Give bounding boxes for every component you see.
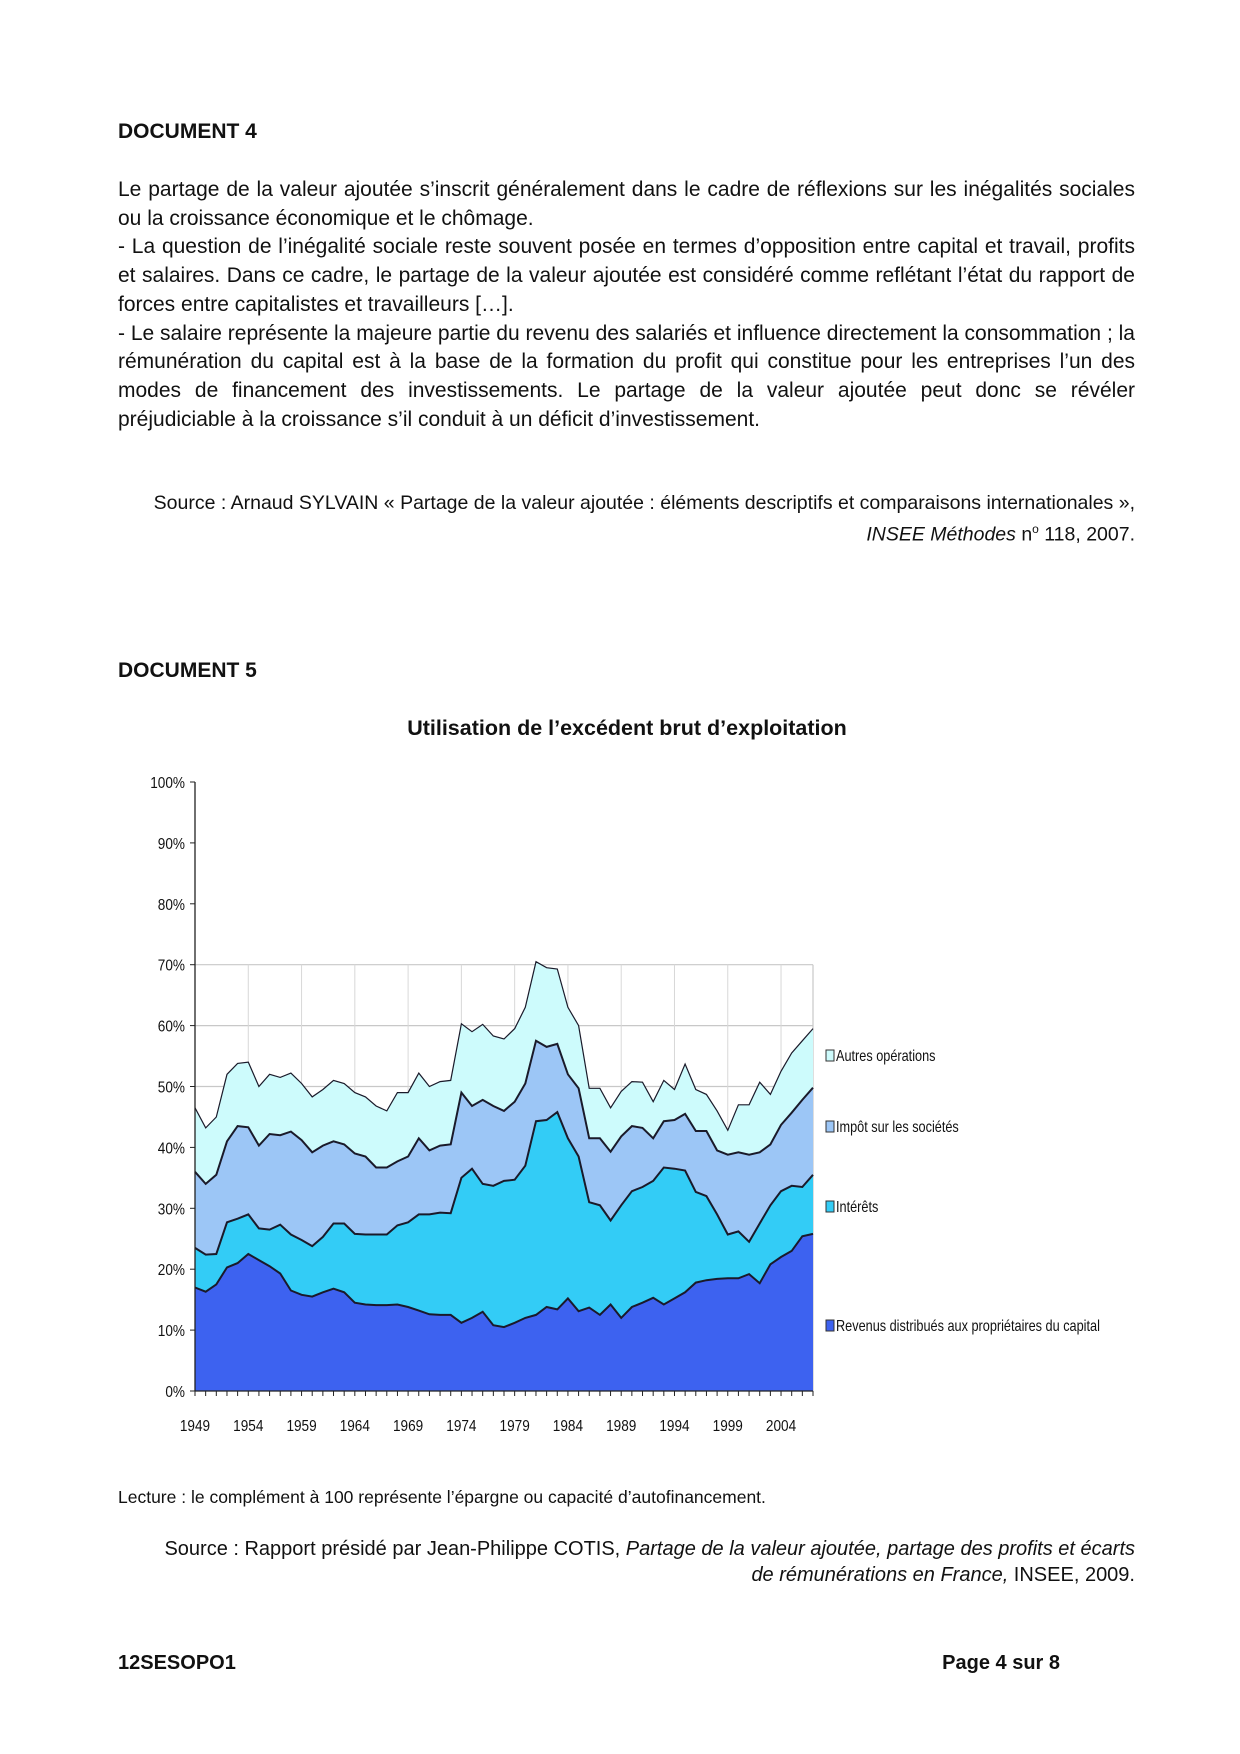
x-tick-label: 2004 (765, 1418, 797, 1436)
legend-swatch (826, 1121, 834, 1132)
paragraph: - La question de l’inégalité sociale reste souvent posée en termes d’opposition entre capital et travail, profits et salaires. Dans ce cadre, le partage de la valeur ajoutée est considéré comme reflétant l’état du rapport de forces entre capitalistes et travailleurs […]. (118, 235, 1135, 316)
source-text: Source : Rapport présidé par Jean-Philippe COTIS, (164, 1538, 626, 1560)
x-tick-label: 1969 (392, 1418, 424, 1436)
chart-title: Utilisation de l’excédent brut d’exploitation (407, 716, 847, 740)
legend-swatch (826, 1201, 834, 1212)
x-tick-label: 1999 (712, 1418, 743, 1436)
legend-label: Impôt sur les sociétés (836, 1118, 959, 1137)
y-tick-label: 80% (157, 896, 186, 915)
y-tick-label: 40% (157, 1140, 186, 1158)
x-tick-label: 1959 (286, 1418, 317, 1436)
x-tick-label: 1964 (339, 1418, 370, 1436)
y-tick-label: 90% (157, 835, 186, 854)
source-superscript: o (1032, 522, 1039, 536)
source-text: Source : Arnaud SYLVAIN « Partage de la valeur ajoutée : éléments descriptifs et comparaisons internationales », (153, 492, 1135, 514)
document-5-source (150, 1536, 1135, 1588)
paragraph: - Le salaire représente la majeure partie du revenu des salariés et influence directement la consommation ; la rémunération du capital est à la base de la formation du profit qui constitue pour les entreprises l’un des modes de financement des investissements. Le partage de la valeur ajoutée peut donc se révéler préjudiciable à la croissance s’il conduit à un déficit d’investissement. (118, 321, 1135, 431)
legend-swatch (826, 1050, 834, 1061)
y-tick-label: 20% (157, 1262, 186, 1280)
y-tick-label: 0% (165, 1384, 186, 1402)
y-tick-label: 70% (157, 957, 186, 976)
legend-swatch (826, 1320, 834, 1331)
y-tick-label: 30% (157, 1201, 186, 1219)
source-text: n (1015, 523, 1033, 546)
source-text: INSEE, 2009. (1008, 1564, 1135, 1586)
document-5-heading: DOCUMENT 5 (118, 659, 257, 682)
legend-label: Autres opérations (836, 1047, 936, 1066)
legend-label: Revenus distribués aux propriétaires du capital (836, 1317, 1100, 1336)
source-publication: Partage de la valeur ajoutée, partage des profits et écarts de rémunérations en France, (625, 1538, 1135, 1586)
y-tick-label: 100% (150, 775, 186, 793)
x-tick-label: 1989 (606, 1418, 637, 1436)
y-tick-label: 50% (157, 1079, 186, 1097)
source-text: 118, 2007. (1038, 523, 1135, 546)
y-tick-label: 10% (157, 1323, 186, 1341)
document-4-heading: DOCUMENT 4 (118, 120, 257, 143)
y-tick-label: 60% (157, 1018, 186, 1036)
footer-page-number: Page 4 sur 8 (942, 1652, 1060, 1674)
source-publication: INSEE Méthodes (866, 523, 1016, 546)
x-tick-label: 1979 (499, 1418, 530, 1436)
paragraph: Le partage de la valeur ajoutée s’inscrit généralement dans le cadre de réflexions sur les inégalités sociales ou la croissance économique et le chômage. (118, 178, 1135, 230)
x-tick-label: 1984 (552, 1418, 584, 1436)
footer-code: 12SESOPO1 (118, 1652, 236, 1674)
legend-label: Intérêts (836, 1198, 879, 1217)
x-tick-label: 1954 (233, 1418, 264, 1436)
x-tick-label: 1994 (659, 1418, 690, 1436)
x-tick-label: 1974 (446, 1418, 477, 1436)
lecture-note: Lecture : le complément à 100 représente l’épargne ou capacité d’autofinancement. (118, 1487, 766, 1507)
x-tick-label: 1949 (179, 1418, 211, 1436)
